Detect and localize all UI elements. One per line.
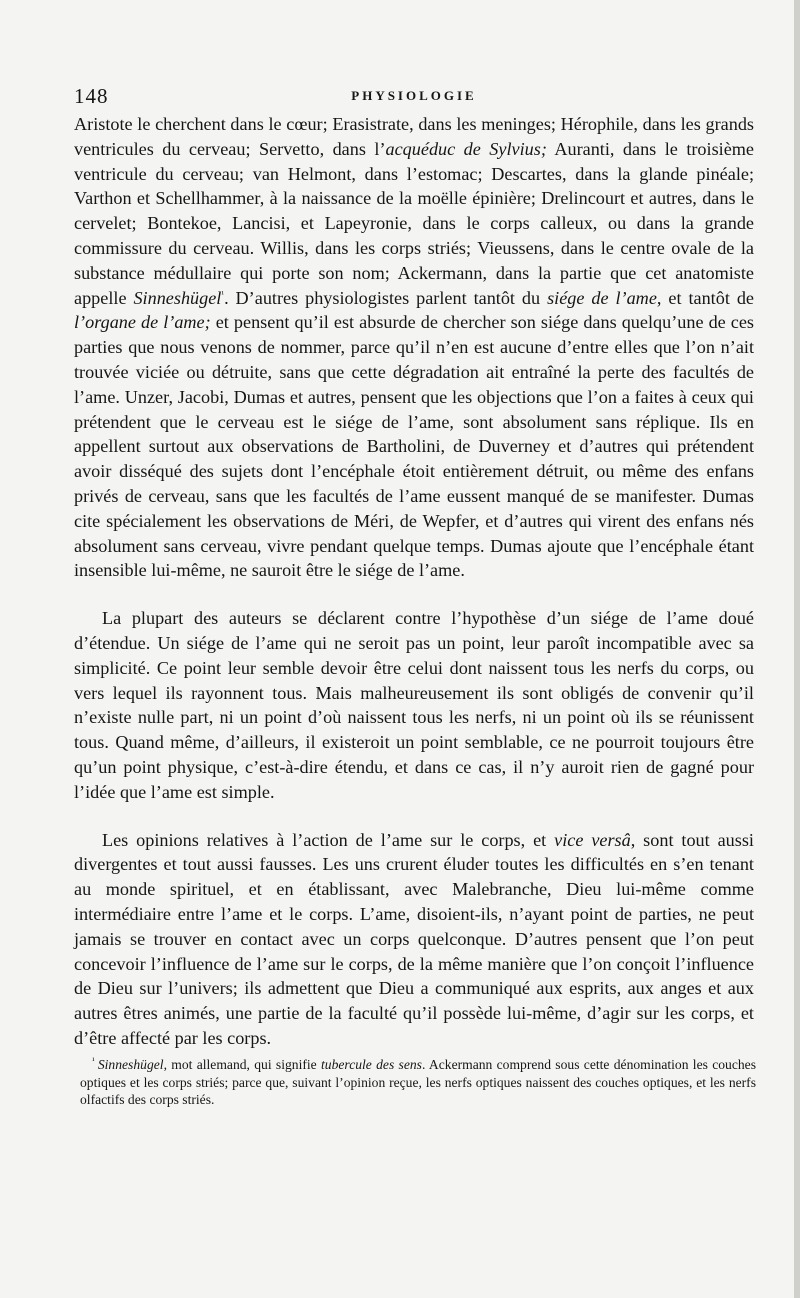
- italic-text: siége de l’ame: [547, 287, 657, 308]
- paragraph-1: [74, 112, 754, 583]
- running-head: PHYSIOLOGIE: [351, 88, 477, 103]
- footnote-area: [80, 1056, 756, 1109]
- text-run: Aristote le cherchent dans le cœur; Erasistrate, dans les meninges; Hérophile, dans les grands ventricules du cerveau; Servetto, dans l’: [74, 114, 754, 159]
- footnote-1: [80, 1056, 756, 1109]
- text-run: Auranti, dans le troisième ventricule du cerveau; van Helmont, dans l’estomac; Descartes, dans la glande pinéale; Varthon et Schellhammer, à la naissance de la moëlle épinière; Drelincourt et autres, dans le cervelet; Bontekoe, Lancisi, et Lapeyronie, dans le corps calleux, ou dans la grande commissure du cerveau. Willis, dans les corps striés; Vieussens, dans le centre ovale de la substance médullaire qui porte son nom; Ackermann, dans la partie que cet anatomiste appelle: [74, 138, 755, 308]
- page-header: [74, 84, 754, 110]
- italic-text: vice versâ: [554, 829, 631, 850]
- page-number: 148: [74, 84, 109, 108]
- page-edge-shadow: [794, 0, 800, 1298]
- text-run: . D’autres physiologistes parlent tantôt du: [224, 287, 548, 308]
- text-run: , mot allemand, qui signifie: [163, 1057, 321, 1072]
- footnote-marker: ¹: [221, 288, 225, 299]
- italic-text: acquéduc de Sylvius;: [385, 138, 547, 159]
- text-run: , sont tout aussi divergentes et tout aussi fausses. Les uns crurent éluder toutes les difficultés en s’en tenant au monde spirituel, et en établissant, avec Malebranche, Dieu lui-même comme intermédiaire entre l’ame et le corps. L’ame, disoient-ils, n’ayant point de parties, ne peut jamais se trouver en contact avec un corps quelconque. D’autres pensent que l’on peut concevoir l’influence de l’ame sur le corps, de la même manière que l’on conçoit l’influence de Dieu sur l’univers; ils admettent que Dieu a communiqué aux esprits, aux anges et aux autres êtres animés, une partie de la faculté qu’il possède lui-même, d’agir sur les corps, et d’être affecté par les corps.: [74, 829, 754, 1048]
- text-run: et pensent qu’il est absurde de chercher son siége dans quelqu’une de ces parties que nous venons de nommer, parce qu’il n’en est aucune d’entre elles que l’on n’ait trouvée viciée ou détruite, sans que cette dégradation ait entraîné la perte des facultés de l’ame. Unzer, Jacobi, Dumas et autres, pensent que les objections que l’on a faites à ceux qui prétendent que le cerveau est le siége de l’ame, sont absolument sans réplique. Ils en appellent surtout aux observations de Bartholini, de Duverney et d’autres qui prétendent avoir disséqué des sujets dont l’encéphale étoit entièrement détruit, ou même des enfans privés de cerveau, sans que les facultés de l’ame eussent manqué de se manifester. Dumas cite spécialement les observations de Méri, de Wepfer, et d’autres qui virent des enfans nés absolument sans cerveau, vivre pendant quelque temps. Dumas ajoute que l’encéphale étant insensible lui-même, ne sauroit être le siége de l’ame.: [74, 312, 755, 581]
- paragraph-3: [74, 828, 754, 1051]
- main-text: [74, 112, 754, 1051]
- italic-text: Sinneshügel: [133, 287, 222, 308]
- italic-text: tubercule des sens: [321, 1057, 422, 1072]
- paragraph-2: [74, 606, 754, 804]
- text-run: . Ackermann comprend sous cette dénomination les couches optiques et les corps striés; parce que, suivant l’opinion reçue, les nerfs optiques naissent des couches optiques, et les nerfs olfactifs des corps striés.: [80, 1057, 756, 1108]
- italic-text: Sinneshügel: [97, 1057, 164, 1072]
- footnote-marker: ¹: [92, 1055, 98, 1066]
- text-run: , et tantôt de: [656, 287, 754, 308]
- italic-text: l’organe de l’ame;: [74, 312, 211, 333]
- text-run: Les opinions relatives à l’action de l’ame sur le corps, et: [102, 829, 555, 850]
- text-run: La plupart des auteurs se déclarent contre l’hypothèse d’un siége de l’ame doué d’étendue. Un siége de l’ame qui ne seroit pas un point, leur paroît incompatible avec sa simplicité. Ce point leur semble devoir être celui dont naissent tous les nerfs du corps, ou vers lequel ils rayonnent tous. Mais malheureusement ils sont obligés de convenir qu’il n’existe nulle part, ni un point d’où naissent tous les nerfs, ni un point où ils se réunissent tous. Quand même, d’ailleurs, il existeroit un point semblable, ce ne pourroit toujours être qu’un point physique, c’est-à-dire étendu, et dans ce cas, il n’y auroit rien de gagné pour l’idée que l’ame est simple.: [74, 608, 754, 802]
